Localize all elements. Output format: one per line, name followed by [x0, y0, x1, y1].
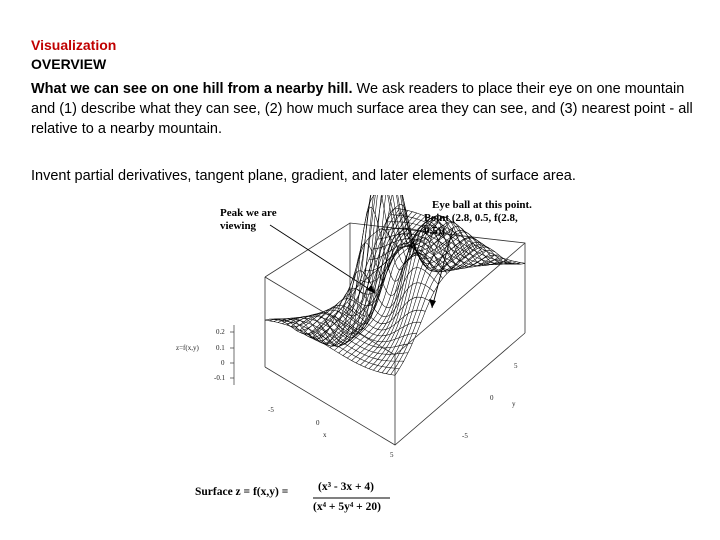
- eye-label-line2: Point (2.8, 0.5, f(2.8, 0.5)): [424, 212, 518, 237]
- peak-label-line1: Peak we are: [220, 207, 277, 219]
- z-tick-3: -0.1: [214, 374, 226, 382]
- overview-paragraph: [31, 79, 706, 139]
- formula-denominator: (x⁴ + 5y⁴ + 20): [313, 501, 381, 513]
- x-tick-1: 0: [316, 419, 320, 427]
- x-tick-2: 5: [390, 451, 394, 459]
- y-axis-label: y: [512, 400, 516, 408]
- mesh-line-y: [308, 268, 438, 344]
- y-tick-2: -5: [462, 432, 468, 440]
- peak-label-line2: viewing: [220, 220, 257, 232]
- slide-title: Visualization: [31, 37, 117, 53]
- invent-paragraph: Invent partial derivatives, tangent plane, gradient, and later elements of surface area.: [31, 168, 576, 184]
- bounding-box-front: [265, 243, 525, 445]
- peak-pointer: [270, 225, 375, 293]
- x-axis-label: x: [323, 431, 327, 439]
- formula-numerator: (x³ - 3x + 4): [318, 481, 374, 493]
- eye-label-line1: Eye ball at this point.: [432, 199, 532, 211]
- mesh-line-x: [373, 221, 503, 370]
- paragraph-rest: We ask readers to place their eye on one mountain and (1) describe what they can see, (2) how much surface area they can see, and (3) nearest point - all relative to a nearby mountain.: [31, 81, 693, 137]
- mesh-line-x: [369, 217, 499, 368]
- z-axis-label: z=f(x,y): [176, 344, 199, 352]
- paragraph-bold: What we can see on one hill from a nearby hill.: [31, 81, 353, 97]
- surface-plot: [170, 195, 540, 530]
- surface-label: Surface z = f(x,y) =: [195, 486, 289, 498]
- mesh-line-x: [360, 217, 490, 365]
- mesh-line-x: [347, 246, 477, 358]
- mesh-line-x: [395, 247, 525, 375]
- y-tick-0: 5: [514, 362, 518, 370]
- z-tick-2: 0: [221, 359, 225, 367]
- surface-figure: [170, 195, 540, 530]
- y-tick-1: 0: [490, 394, 494, 402]
- slide-subtitle: OVERVIEW: [31, 56, 107, 72]
- z-tick-1: 0.1: [216, 344, 225, 352]
- eye-arrowhead: [429, 299, 436, 308]
- x-tick-0: -5: [268, 406, 274, 414]
- z-tick-0: 0.2: [216, 328, 225, 336]
